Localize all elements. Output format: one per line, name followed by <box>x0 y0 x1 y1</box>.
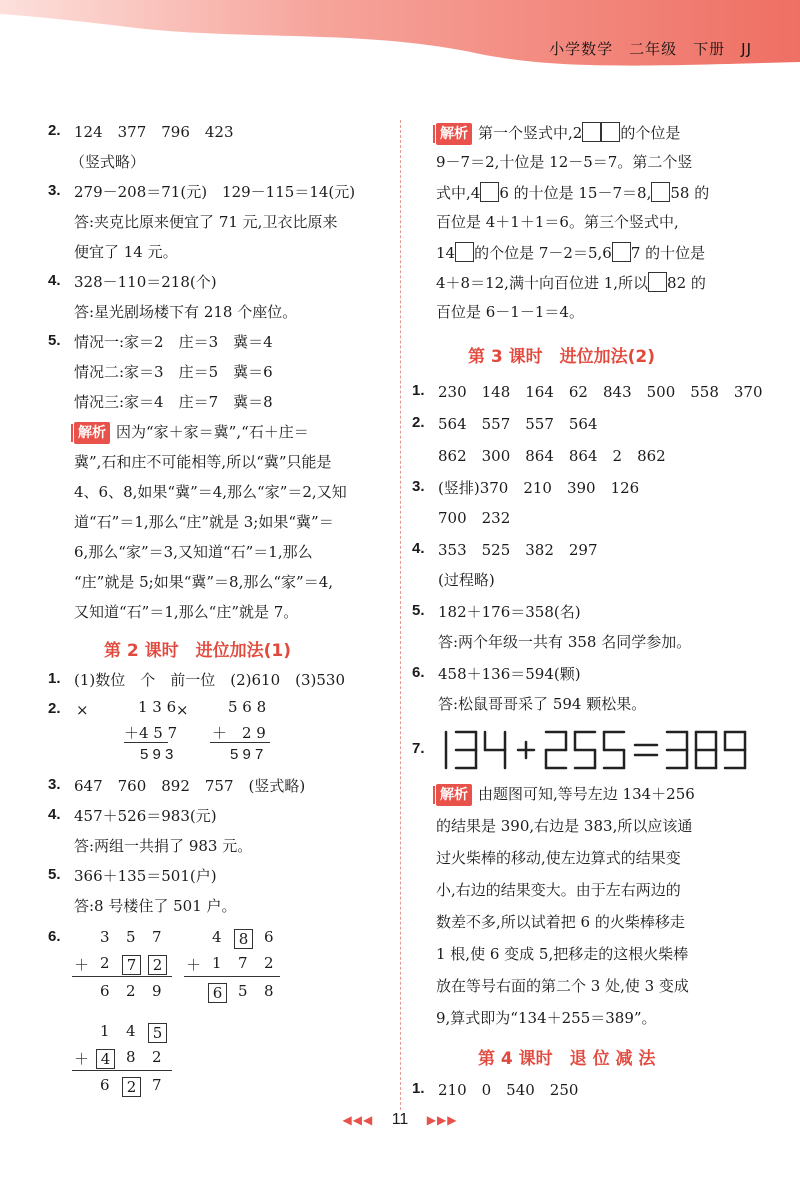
p5-line2: 答:8 号楼住了 501 户。 <box>74 897 237 915</box>
p2-b-r1: 5 6 8 <box>228 698 267 716</box>
right-analysis1-line7: 百位是 6－1－1＝4。 <box>436 303 584 321</box>
p6-a-digit: 7 <box>152 928 162 946</box>
left-analysis-line1: 解析 因为“家＋家＝冀”,“石＋庄＝ <box>74 422 309 444</box>
p2-number: 2. <box>48 700 61 717</box>
p6-b-digit: 7 <box>238 954 248 972</box>
p1-number: 1. <box>48 670 61 687</box>
r-q1-text: 230 148 164 62 843 500 558 370 <box>438 383 763 401</box>
p2-a-r2: ＋4 5 7 <box>124 724 178 742</box>
header-title: 小学数学 二年级 下册 JJ <box>549 40 752 58</box>
q3-number: 3. <box>48 182 61 199</box>
right-analysis1-line1: 解析 第一个竖式中,2 的个位是 <box>436 122 680 145</box>
r-q3-line1: (竖排)370 210 390 126 <box>438 479 640 497</box>
p6-c-digit: 6 <box>100 1076 110 1094</box>
p6-b-digit: 4 <box>212 928 222 946</box>
header-band <box>0 0 800 80</box>
p6-b-digit: 5 <box>238 982 248 1000</box>
p6-c-answer-box: 5 <box>148 1020 167 1043</box>
left-analysis-line5: 6,那么“家”＝3,又知道“石”＝1,那么 <box>74 543 313 561</box>
p2-a-r1: 1 3 6 <box>138 698 177 716</box>
p6-c-rule <box>72 1070 172 1071</box>
p4-number: 4. <box>48 806 61 823</box>
p3-text: 647 760 892 757 (竖式略) <box>74 777 306 795</box>
q4-line2: 答:星光剧场楼下有 218 个座位。 <box>74 303 298 321</box>
r-q3-number: 3. <box>412 478 425 495</box>
q2-number: 2. <box>48 122 61 139</box>
p6-c-digit: 2 <box>152 1048 162 1066</box>
left-analysis-line4: 道“石”＝1,那么“庄”就是 3;如果“冀”＝ <box>74 513 334 531</box>
r-q2-line2: 862 300 864 864 2 862 <box>438 447 666 465</box>
right-analysis1-line3: 式中,4 6 的十位是 15－7＝8, 58 的 <box>436 184 710 202</box>
p2-b-r2: ＋ 2 9 <box>212 724 266 742</box>
p6-b-plus: ＋ <box>186 956 202 974</box>
r-q2-number: 2. <box>412 414 425 431</box>
p6-number: 6. <box>48 928 61 945</box>
p6-c-answer-box: 2 <box>122 1074 141 1097</box>
section-title-lesson3: 第 3 课时 进位加法(2) <box>468 347 656 367</box>
r-q6-line1: 458＋136＝594(颗) <box>438 665 581 683</box>
right-analysis2-line1: 解析 由题图可知,等号左边 134＋256 <box>436 784 695 806</box>
right-analysis2-line2: 的结果是 390,右边是 383,所以应该通 <box>436 817 693 835</box>
right-analysis2-line5: 数差不多,所以试着把 6 的火柴棒移走 <box>436 913 685 931</box>
section-title-lesson4: 第 4 课时 退 位 减 法 <box>478 1049 656 1069</box>
r-q6-line2: 答:松鼠哥哥采了 594 颗松果。 <box>438 695 647 713</box>
r-q5-line1: 182＋176＝358(名) <box>438 603 581 621</box>
matchstick-digits <box>432 726 772 774</box>
q3-line2: 答:夹克比原来便宜了 71 元,卫衣比原来 <box>74 213 338 231</box>
section-title-lesson2: 第 2 课时 进位加法(1) <box>104 641 292 661</box>
q5-number: 5. <box>48 332 61 349</box>
right-analysis2-line8: 9,算式即为“134＋255＝389”。 <box>436 1009 657 1027</box>
r-r1-number: 1. <box>412 1080 425 1097</box>
p6-b-digit: 8 <box>264 982 274 1000</box>
q2-line1: 124 377 796 423 <box>74 123 234 141</box>
p1-text: (1)数位 个 前一位 (2)610 (3)530 <box>74 671 346 689</box>
q5-line3: 情况三:家＝4 庄＝7 冀＝8 <box>74 393 273 411</box>
p6-c-plus: ＋ <box>74 1050 90 1068</box>
p2-x1: × <box>76 701 89 719</box>
p6-a-digit: 2 <box>126 982 136 1000</box>
p6-a-digit: 9 <box>152 982 162 1000</box>
r-q4-number: 4. <box>412 540 425 557</box>
left-analysis-line6: “庄”就是 5;如果“冀”＝8,那么“家”＝4, <box>74 573 334 591</box>
analysis-tag: 解析 <box>436 784 472 806</box>
column-divider <box>400 120 401 1110</box>
q3-line1: 279－208＝71(元) 129－115＝14(元) <box>74 183 356 201</box>
right-analysis1-line6: 4＋8＝12,满十向百位进 1,所以 82 的 <box>436 274 706 292</box>
r-q4-line2: (过程略) <box>438 571 495 589</box>
r-r1-text: 210 0 540 250 <box>438 1081 579 1099</box>
r-q4-line1: 353 525 382 297 <box>438 541 598 559</box>
right-analysis1-line2: 9－7＝2,十位是 12－5＝7。第二个竖 <box>436 153 693 171</box>
p6-c-digit: 8 <box>126 1048 136 1066</box>
p6-c-digit: 1 <box>100 1022 110 1040</box>
p6-a-digit: 6 <box>100 982 110 1000</box>
right-analysis1-line4: 百位是 4＋1＋1＝6。第三个竖式中, <box>436 213 679 231</box>
page-number: 11 <box>391 1111 409 1128</box>
q4-line1: 328－110＝218(个) <box>74 273 217 291</box>
p5-number: 5. <box>48 866 61 883</box>
p6-b-answer-box: 6 <box>208 980 227 1003</box>
right-arrows-icon: ▶▶▶ <box>426 1113 458 1127</box>
right-analysis1-line5: 14 的个位是 7－2＝5,6 7 的十位是 <box>436 244 706 262</box>
r-q5-line2: 答:两个年级一共有 358 名同学参加。 <box>438 633 692 651</box>
r-q7-number: 7. <box>412 740 425 757</box>
r-q5-number: 5. <box>412 602 425 619</box>
p6-c-digit: 7 <box>152 1076 162 1094</box>
p6-b-answer-box: 8 <box>234 926 253 949</box>
p6-b-digit: 1 <box>212 954 222 972</box>
r-q2-line1: 564 557 557 564 <box>438 415 598 433</box>
p6-b-digit: 2 <box>264 954 274 972</box>
p6-a-rule <box>72 976 172 977</box>
q5-line2: 情况二:家＝3 庄＝5 冀＝6 <box>74 363 273 381</box>
p6-c-digit: 4 <box>126 1022 136 1040</box>
p6-b-digit: 6 <box>264 928 274 946</box>
page-footer <box>0 1111 800 1129</box>
p4-line2: 答:两组一共捐了 983 元。 <box>74 837 253 855</box>
p6-b-rule <box>184 976 280 977</box>
left-arrows-icon: ◀◀◀ <box>342 1113 374 1127</box>
right-analysis2-line3: 过火柴棒的移动,使左边算式的结果变 <box>436 849 681 867</box>
p4-line1: 457＋526＝983(元) <box>74 807 217 825</box>
q5-line1: 情况一:家＝2 庄＝3 冀＝4 <box>74 333 273 351</box>
p2-b-r3: 5 9 7 <box>230 746 264 763</box>
q2-line2: （竖式略） <box>70 153 146 171</box>
p6-a-answer-box: 7 <box>122 952 141 975</box>
p2-b-rule <box>210 742 270 743</box>
p6-a-digit: 5 <box>126 928 136 946</box>
q4-number: 4. <box>48 272 61 289</box>
p6-a-digit: 2 <box>100 954 110 972</box>
analysis-tag: 解析 <box>74 422 110 444</box>
q3-line3: 便宜了 14 元。 <box>74 243 178 261</box>
p6-a-digit: 3 <box>100 928 110 946</box>
p2-a-rule <box>124 742 168 743</box>
r-q1-number: 1. <box>412 382 425 399</box>
r-q3-line2: 700 232 <box>438 509 511 527</box>
p6-a-answer-box: 2 <box>148 952 167 975</box>
p6-a-plus: ＋ <box>74 956 90 974</box>
analysis-tag: 解析 <box>436 123 472 145</box>
p2-x2: × <box>176 701 189 719</box>
left-analysis-line2: 冀”,石和庄不可能相等,所以“冀”只能是 <box>74 453 332 471</box>
p5-line1: 366＋135＝501(户) <box>74 867 217 885</box>
r-q6-number: 6. <box>412 664 425 681</box>
p6-c-answer-box: 4 <box>96 1046 115 1069</box>
right-analysis2-line7: 放在等号右面的第二个 3 处,使 3 变成 <box>436 977 689 995</box>
right-analysis2-line4: 小,右边的结果变大。由于左右两边的 <box>436 881 681 899</box>
matchstick-equation <box>432 726 772 774</box>
p2-a-r3: 5 9 3 <box>140 746 174 763</box>
p3-number: 3. <box>48 776 61 793</box>
right-analysis2-line6: 1 根,使 6 变成 5,把移走的这根火柴棒 <box>436 945 689 963</box>
left-analysis-line3: 4、6、8,如果“冀”＝4,那么“家”＝2,又知 <box>74 483 347 501</box>
left-analysis-line7: 又知道“石”＝1,那么“庄”就是 7。 <box>74 603 299 621</box>
